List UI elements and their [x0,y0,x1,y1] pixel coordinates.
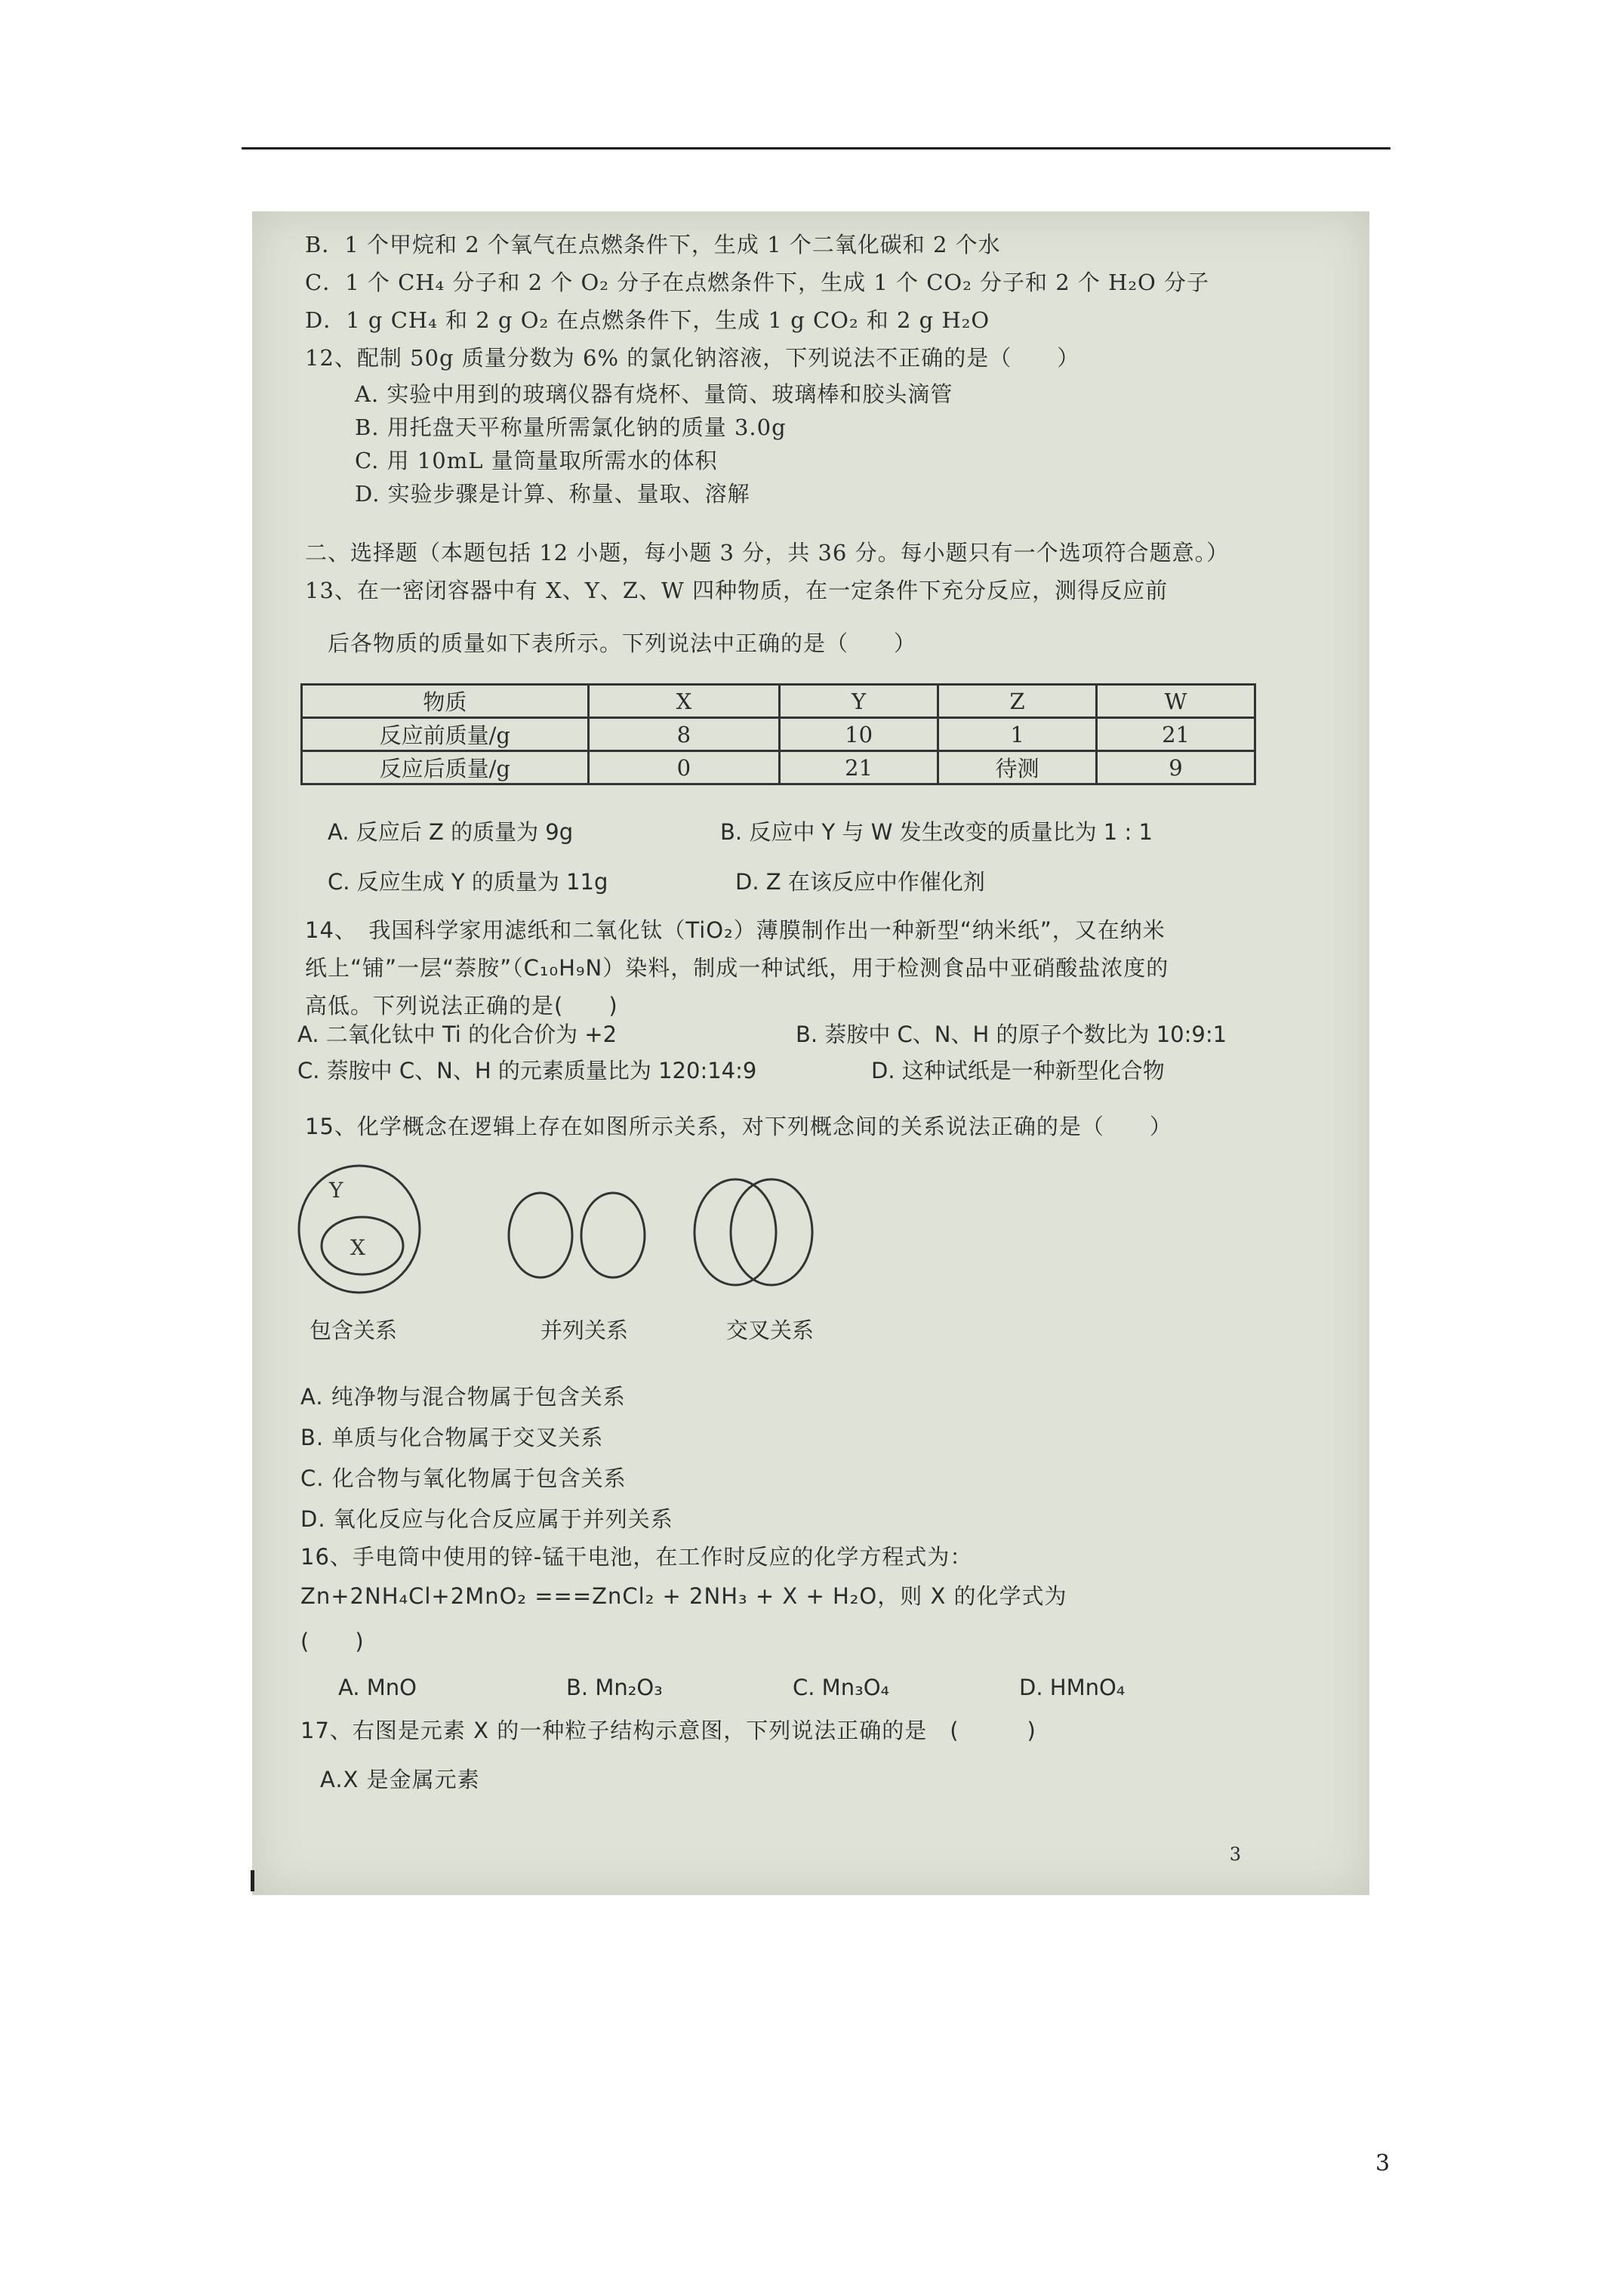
scanned-page-number: 3 [1229,1844,1241,1865]
q12-stem: 12、配制 50g 质量分数为 6% 的氯化钠溶液，下列说法不正确的是（ ） [305,345,1080,371]
table-cell: 待测 [938,751,1097,784]
q16-option-a: A. MnO [338,1675,417,1700]
q14-stem-line2: 纸上“铺”一层“萘胺”（C₁₀H₉N）染料，制成一种试纸，用于检测食品中亚硝酸盐浓度的 [305,955,1169,981]
q11-option-b: B．1 个甲烷和 2 个氧气在点燃条件下，生成 1 个二氧化碳和 2 个水 [305,232,1001,257]
q14-stem-line1: 14、 我国科学家用滤纸和二氧化钛（TiO₂）薄膜制作出一种新型“纳米纸”，又在纳米 [305,917,1166,943]
q16-option-b: B. Mn₂O₃ [566,1675,663,1700]
table-header-cell: 物质 [302,685,589,718]
cross-circle-right [731,1179,812,1285]
q15-option-d: D. 氧化反应与化合反应属于并列关系 [300,1506,673,1532]
q12-option-b: B. 用托盘天平称量所需氯化钠的质量 3.0g [355,415,787,440]
table-header-cell: X [588,685,779,718]
table-cell: 21 [1097,718,1255,751]
q13-option-b: B. 反应中 Y 与 W 发生改变的质量比为 1 : 1 [720,819,1153,845]
q16-stem-line1: 16、手电筒中使用的锌-锰干电池，在工作时反应的化学方程式为： [300,1544,973,1570]
q13-option-a: A. 反应后 Z 的质量为 9g [328,819,574,845]
q14-option-a: A. 二氧化钛中 Ti 的化合价为 +2 [297,1022,617,1047]
q17-stem: 17、右图是元素 X 的一种粒子结构示意图，下列说法正确的是 ( ) [300,1718,1036,1743]
q15-stem: 15、化学概念在逻辑上存在如图所示关系，对下列概念间的关系说法正确的是（ ） [305,1114,1172,1139]
q15-option-b: B. 单质与化合物属于交叉关系 [300,1425,604,1450]
table-row [302,751,1255,784]
q15-option-a: A. 纯净物与混合物属于包含关系 [300,1384,626,1410]
table-cell: 8 [588,718,779,751]
table-row [302,718,1255,751]
q14-option-c: C. 萘胺中 C、N、H 的元素质量比为 120:14:9 [297,1058,757,1083]
q17-option-a: A.X 是金属元素 [320,1767,480,1792]
q13-option-d: D. Z 在该反应中作催化剂 [735,869,985,895]
q16-option-c: C. Mn₃O₄ [793,1675,890,1700]
q16-equation: Zn+2NH₄Cl+2MnO₂ ===ZnCl₂ + 2NH₃ + X + H₂O，则 X 的化学式为 [300,1583,1067,1609]
label-cross-relation: 交叉关系 [726,1318,815,1343]
table-header-cell: Y [780,685,938,718]
margin-mark [251,1870,254,1891]
table-cell: 10 [780,718,938,751]
q16-answer-blank: ( ) [300,1629,365,1654]
q14-stem-line3: 高低。下列说法正确的是( ) [305,993,618,1019]
section-2-heading: 二、选择题（本题包括 12 小题，每小题 3 分，共 36 分。每小题只有一个选项符合题意。） [305,540,1230,566]
table-cell: 1 [938,718,1097,751]
label-parallel-relation: 并列关系 [540,1318,629,1343]
parallel-circle-left [509,1193,572,1277]
q12-option-a: A. 实验中用到的玻璃仪器有烧杯、量筒、玻璃棒和胶头滴管 [355,381,953,407]
q13-stem-line1: 13、在一密闭容器中有 X、Y、Z、W 四种物质，在一定条件下充分反应，测得反应前 [305,578,1169,603]
page-number: 3 [1375,2150,1390,2177]
q11-option-c: C．1 个 CH₄ 分子和 2 个 O₂ 分子在点燃条件下，生成 1 个 CO₂ 分子和 2 个 H₂O 分子 [305,270,1210,295]
scanned-exam-page [252,211,1369,1895]
table-cell: 反应后质量/g [302,751,589,784]
q12-option-d: D. 实验步骤是计算、称量、量取、溶解 [355,481,750,507]
outer-set-letter: Y [329,1178,343,1203]
cross-circle-left [694,1179,776,1285]
header-rule [242,147,1390,149]
table-cell: 0 [588,751,779,784]
table-cell: 9 [1097,751,1255,784]
table-cell: 反应前质量/g [302,718,589,751]
q13-stem-line2: 后各物质的质量如下表所示。下列说法中正确的是（ ） [328,630,917,656]
q13-option-c: C. 反应生成 Y 的质量为 11g [328,869,608,895]
q14-option-d: D. 这种试纸是一种新型化合物 [871,1058,1165,1083]
inner-set-letter: X [350,1235,365,1260]
q11-option-d: D．1 g CH₄ 和 2 g O₂ 在点燃条件下，生成 1 g CO₂ 和 2 g H₂O [305,307,990,333]
q12-option-c: C. 用 10mL 量筒量取所需水的体积 [355,448,718,473]
q13-mass-table [300,683,1256,785]
q16-option-d: D. HMnO₄ [1019,1675,1126,1700]
table-header-row [302,685,1255,718]
parallel-circle-right [581,1193,645,1277]
q14-option-b: B. 萘胺中 C、N、H 的原子个数比为 10:9:1 [796,1022,1227,1047]
label-contain-relation: 包含关系 [310,1318,398,1343]
q15-option-c: C. 化合物与氧化物属于包含关系 [300,1465,627,1491]
concept-relations-diagram [297,1163,871,1314]
table-header-cell: W [1097,685,1255,718]
table-cell: 21 [780,751,938,784]
table-header-cell: Z [938,685,1097,718]
